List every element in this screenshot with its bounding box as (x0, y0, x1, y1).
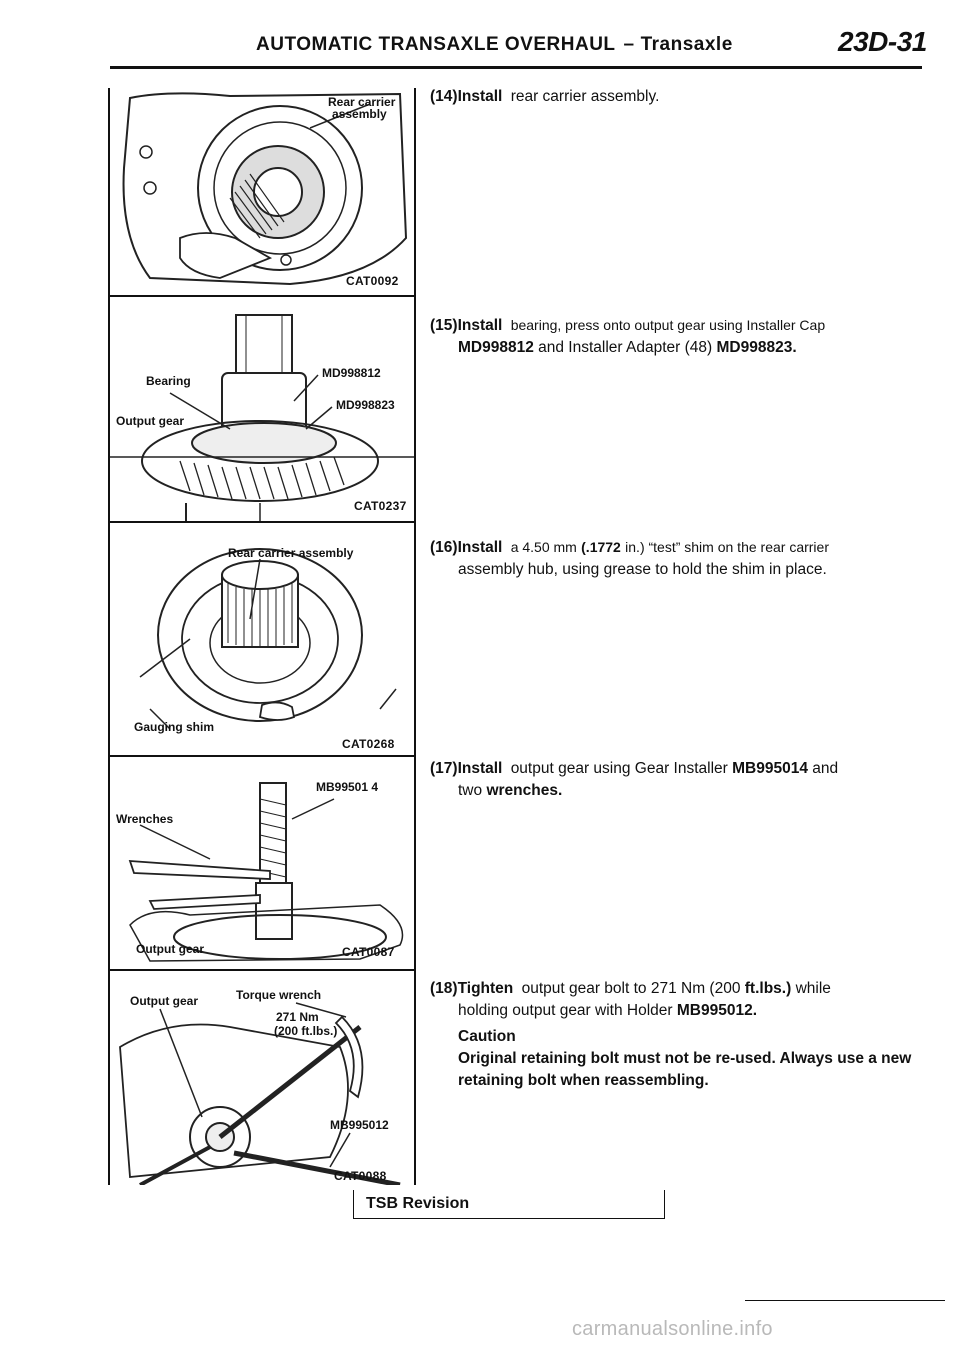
figure-output-gear-install (110, 775, 414, 971)
step-15 (430, 314, 920, 359)
figure-divider (110, 521, 414, 523)
section-title: AUTOMATIC TRANSAXLE OVERHAUL (256, 34, 616, 55)
label-torque-wrench: Torque wrench (236, 988, 322, 1002)
label-gauging-shim: Gauging shim (134, 720, 215, 734)
caution-text: Original retaining bolt must not be re-used. Always use a new retaining bolt when reassembling. (458, 1050, 912, 1089)
step-verb: Tighten (457, 980, 514, 997)
torque-ftlbs: ft.lbs.) (744, 980, 792, 997)
title-dash: – (623, 34, 635, 55)
step-17 (430, 758, 920, 802)
label-rear-carrier: Rear carrier (328, 95, 396, 109)
step-text-line2: and Installer Adapter (48) (538, 339, 713, 356)
figure-output-gear-bearing (110, 311, 414, 521)
label-output-gear-4: Output gear (136, 942, 204, 956)
step-text-line1b: while (795, 980, 831, 997)
step-number: (17) (430, 760, 458, 777)
label-wrenches: Wrenches (116, 812, 174, 826)
tsb-revision-label: TSB Revision (366, 1195, 470, 1212)
step-text-line1: in.) “test” shim on the rear carrier (625, 539, 829, 555)
label-output-gear-5: Output gear (130, 994, 198, 1008)
figure-code-cat0237: CAT0237 (354, 499, 407, 513)
label-mb995012: MB995012 (330, 1118, 389, 1132)
figure-code-cat0092: CAT0092 (346, 274, 399, 288)
step-text-line1b: and (812, 760, 839, 777)
figure-divider (110, 969, 414, 971)
tool-wrenches: wrenches. (486, 782, 563, 799)
step-verb: Install (457, 88, 503, 105)
section-subtitle: Transaxle (640, 34, 733, 55)
watermark: carmanualsonline.info (572, 1318, 773, 1340)
tool-mb995012: MB995012. (676, 1002, 758, 1019)
label-md998812: MD998812 (322, 366, 381, 380)
label-271-nm: 271 Nm (276, 1010, 319, 1024)
label-bearing: Bearing (146, 374, 191, 388)
step-18 (430, 978, 920, 1022)
step-text-line2: two (458, 782, 483, 799)
tool-md998823: MD998823. (716, 339, 797, 356)
tsb-revision-box (353, 1190, 665, 1219)
step-14 (430, 86, 920, 108)
step-number: (16) (430, 539, 458, 556)
figure-code-cat0088: CAT0088 (334, 1169, 387, 1183)
figure-rear-carrier-install (110, 88, 414, 295)
label-200-ftlbs: (200 ft.lbs.) (274, 1024, 338, 1038)
page-title (256, 34, 733, 56)
footer-rule (745, 1300, 945, 1301)
figure-code-cat0268: CAT0268 (342, 737, 395, 751)
step-text-line2: assembly hub, using grease to hold the shim in place. (458, 561, 827, 578)
figure-code-cat0087: CAT0087 (342, 945, 395, 959)
step-text-line1: output gear bolt to 271 Nm (200 (521, 980, 741, 997)
label-md998823: MD998823 (336, 398, 395, 412)
page-number: 23D-31 (838, 26, 927, 57)
tool-mb995014: MB995014 (732, 760, 808, 777)
step-number: (15) (430, 317, 458, 334)
tool-md998812: MD998812 (458, 339, 534, 356)
step-number: (18) (430, 980, 458, 997)
header-rule (110, 66, 922, 69)
shim-dimension: (.1772 (581, 539, 621, 555)
step-text: rear carrier assembly. (510, 88, 660, 105)
step-text-line1: bearing, press onto output gear using Installer Cap (510, 317, 826, 333)
label-assembly: assembly (332, 107, 387, 121)
step-16 (430, 536, 920, 581)
figure-column (108, 88, 416, 1185)
caution-note (458, 1026, 928, 1092)
label-mb995014: MB99501 4 (316, 780, 379, 794)
step-verb: Install (457, 760, 503, 777)
figure-divider (110, 295, 414, 297)
figure-torque-output-bolt (110, 987, 414, 1185)
figure-gauging-shim (110, 539, 414, 755)
step-verb: Install (457, 317, 503, 334)
step-number: (14) (430, 88, 458, 105)
step-text-line2: holding output gear with Holder (458, 1002, 673, 1019)
step-text-line1: output gear using Gear Installer (510, 760, 728, 777)
label-output-gear: Output gear (116, 414, 184, 428)
step-verb: Install (457, 539, 503, 556)
label-rear-carrier-assembly: Rear carrier assembly (228, 546, 354, 560)
caution-title: Caution (458, 1028, 516, 1045)
torque-wrench-illustration (110, 987, 414, 1185)
figure-divider (110, 755, 414, 757)
step-text-pre: a 4.50 mm (510, 539, 577, 555)
